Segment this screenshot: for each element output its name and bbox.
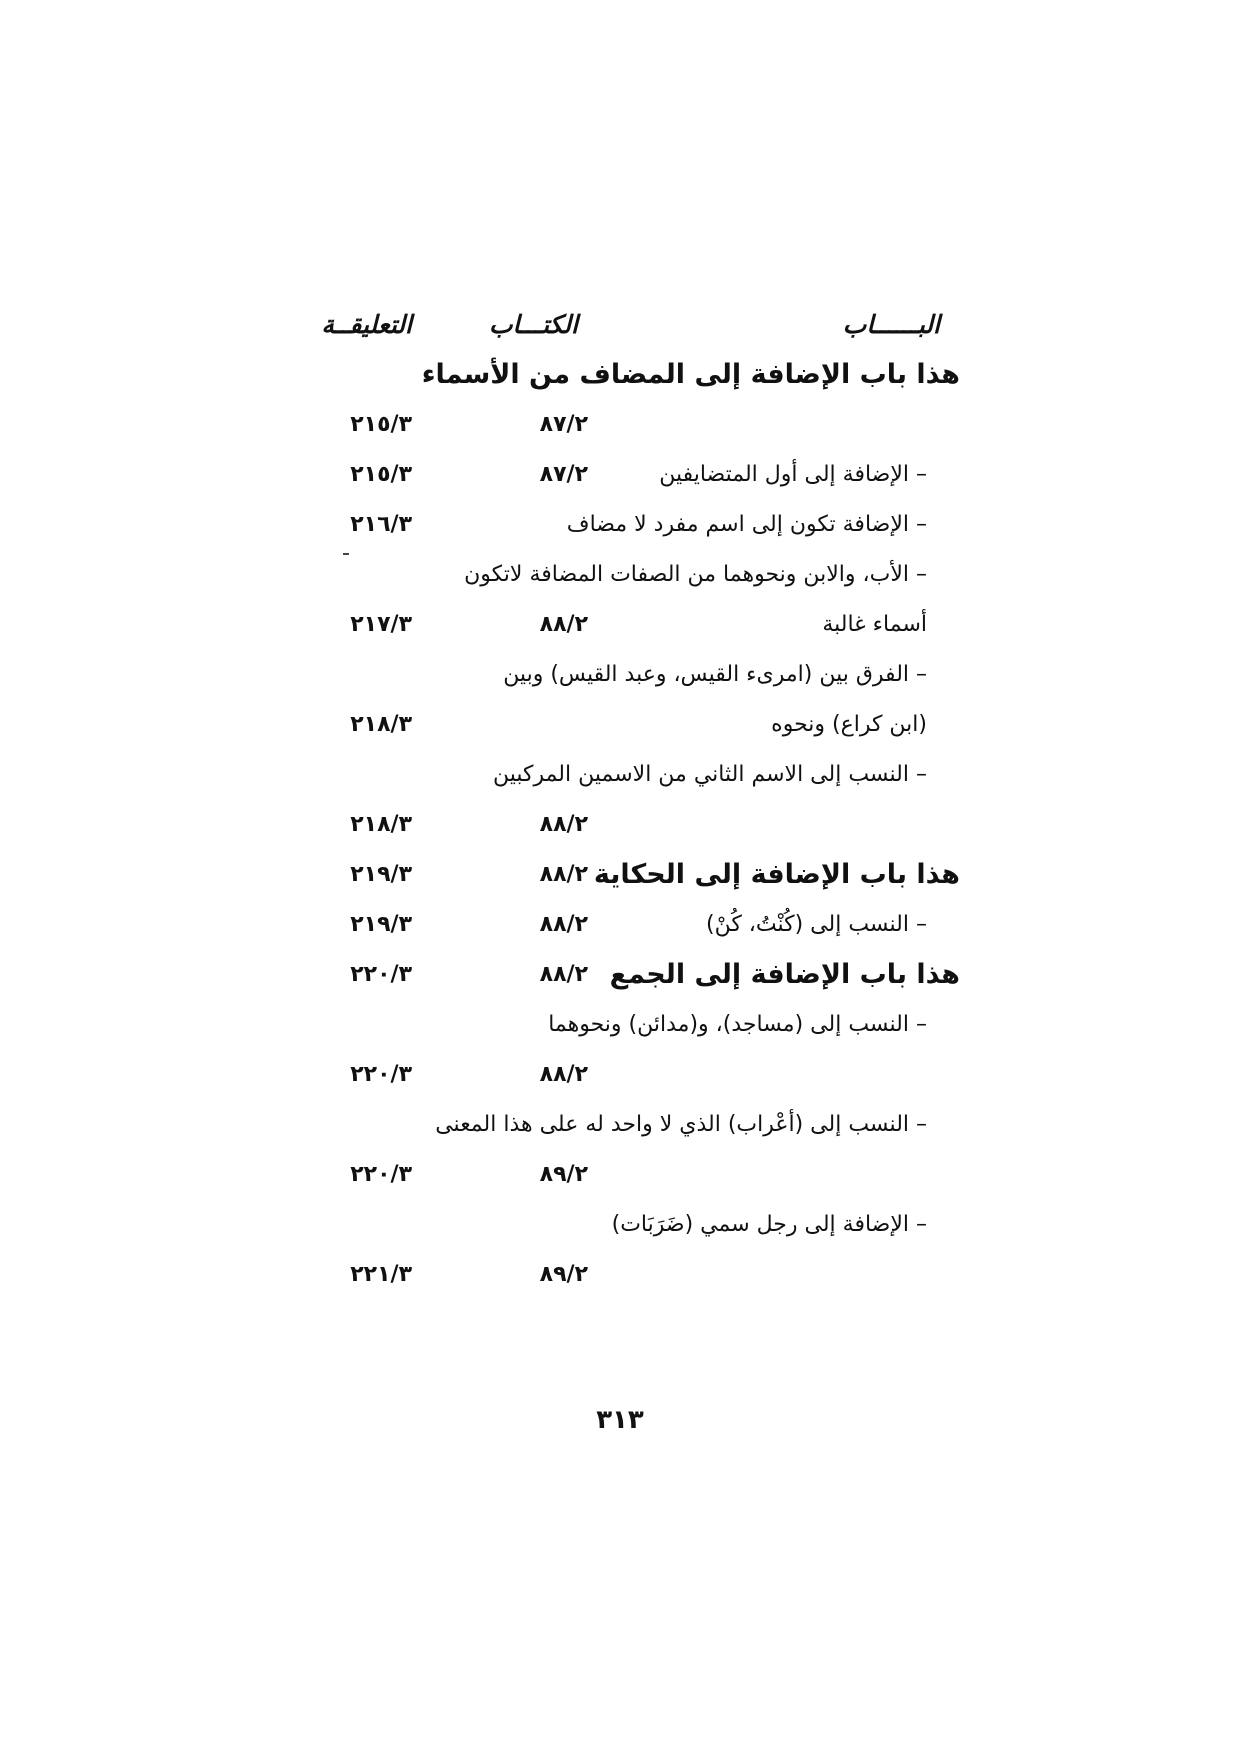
stray-mark <box>343 553 349 555</box>
index-row <box>300 703 960 747</box>
header-kitab: الكتـــاب <box>488 310 578 339</box>
index-row <box>300 503 960 547</box>
kitab-ref: ٨٨/٢ <box>539 612 588 637</box>
entry-title: – الإضافة إلى أول المتضايفين <box>659 462 927 487</box>
kitab-ref: ٨٨/٢ <box>539 812 588 837</box>
taliqa-ref: ٢١٥/٣ <box>350 462 412 487</box>
index-row <box>300 453 960 497</box>
index-row <box>300 603 960 647</box>
entry-title: – الأب، والابن ونحوهما من الصفات المضافة لاتكون <box>464 562 927 587</box>
entry-title: – الفرق بين (امرىء القيس، وعبد القيس) وبين <box>503 662 927 687</box>
index-row <box>300 1003 960 1047</box>
taliqa-ref: ٢١٩/٣ <box>350 862 412 887</box>
header-bab: البــــــاب <box>842 310 940 339</box>
kitab-ref: ٨٨/٢ <box>539 862 588 887</box>
index-row <box>300 1153 960 1197</box>
index-row <box>300 1253 960 1297</box>
taliqa-ref: ٢١٦/٣ <box>350 512 412 537</box>
page-number: ٣١٣ <box>596 1405 644 1435</box>
entry-title: – النسب إلى الاسم الثاني من الاسمين المركبين <box>492 762 927 787</box>
entry-title: – النسب إلى (كُنْتُ، كُنْ) <box>705 912 927 937</box>
index-row <box>300 1103 960 1147</box>
kitab-ref: ٨٧/٢ <box>539 412 588 437</box>
entry-title: – الإضافة تكون إلى اسم مفرد لا مضاف <box>566 512 927 537</box>
taliqa-ref: ٢١٧/٣ <box>350 612 412 637</box>
index-row <box>300 653 960 697</box>
index-row <box>300 403 960 447</box>
section-heading: هذا باب الإضافة إلى المضاف من الأسماء <box>421 359 960 390</box>
taliqa-ref: ٢٢٠/٣ <box>350 1062 412 1087</box>
entry-title: أسماء غالبة <box>822 612 927 637</box>
section-heading: هذا باب الإضافة إلى الحكاية <box>593 859 960 890</box>
column-header <box>300 303 960 347</box>
taliqa-ref: ٢٢٠/٣ <box>350 1162 412 1187</box>
entry-title: (ابن كراع) ونحوه <box>771 712 927 737</box>
section-heading: هذا باب الإضافة إلى الجمع <box>609 959 960 990</box>
index-row <box>300 353 960 397</box>
index-row <box>300 953 960 997</box>
entry-title: – النسب إلى (أعْراب) الذي لا واحد له على هذا المعنى <box>435 1112 927 1137</box>
kitab-ref: ٨٩/٢ <box>539 1262 588 1287</box>
kitab-ref: ٨٩/٢ <box>539 1162 588 1187</box>
index-row <box>300 903 960 947</box>
index-row <box>300 803 960 847</box>
entry-title: – النسب إلى (مساجد)، و(مدائن) ونحوهما <box>548 1012 927 1037</box>
kitab-ref: ٨٨/٢ <box>539 912 588 937</box>
index-row <box>300 753 960 797</box>
taliqa-ref: ٢١٩/٣ <box>350 912 412 937</box>
kitab-ref: ٨٨/٢ <box>539 1062 588 1087</box>
taliqa-ref: ٢١٨/٣ <box>350 712 412 737</box>
taliqa-ref: ٢١٨/٣ <box>350 812 412 837</box>
header-taliqa: التعليقــة <box>321 310 412 339</box>
index-row <box>300 1203 960 1247</box>
entry-title: – الإضافة إلى رجل سمي (ضَرَبَات) <box>611 1212 927 1237</box>
index-row <box>300 853 960 897</box>
taliqa-ref: ٢٢٠/٣ <box>350 962 412 987</box>
kitab-ref: ٨٧/٢ <box>539 462 588 487</box>
index-row <box>300 553 960 597</box>
taliqa-ref: ٢١٥/٣ <box>350 412 412 437</box>
taliqa-ref: ٢٢١/٣ <box>350 1262 412 1287</box>
kitab-ref: ٨٨/٢ <box>539 962 588 987</box>
index-row <box>300 1053 960 1097</box>
